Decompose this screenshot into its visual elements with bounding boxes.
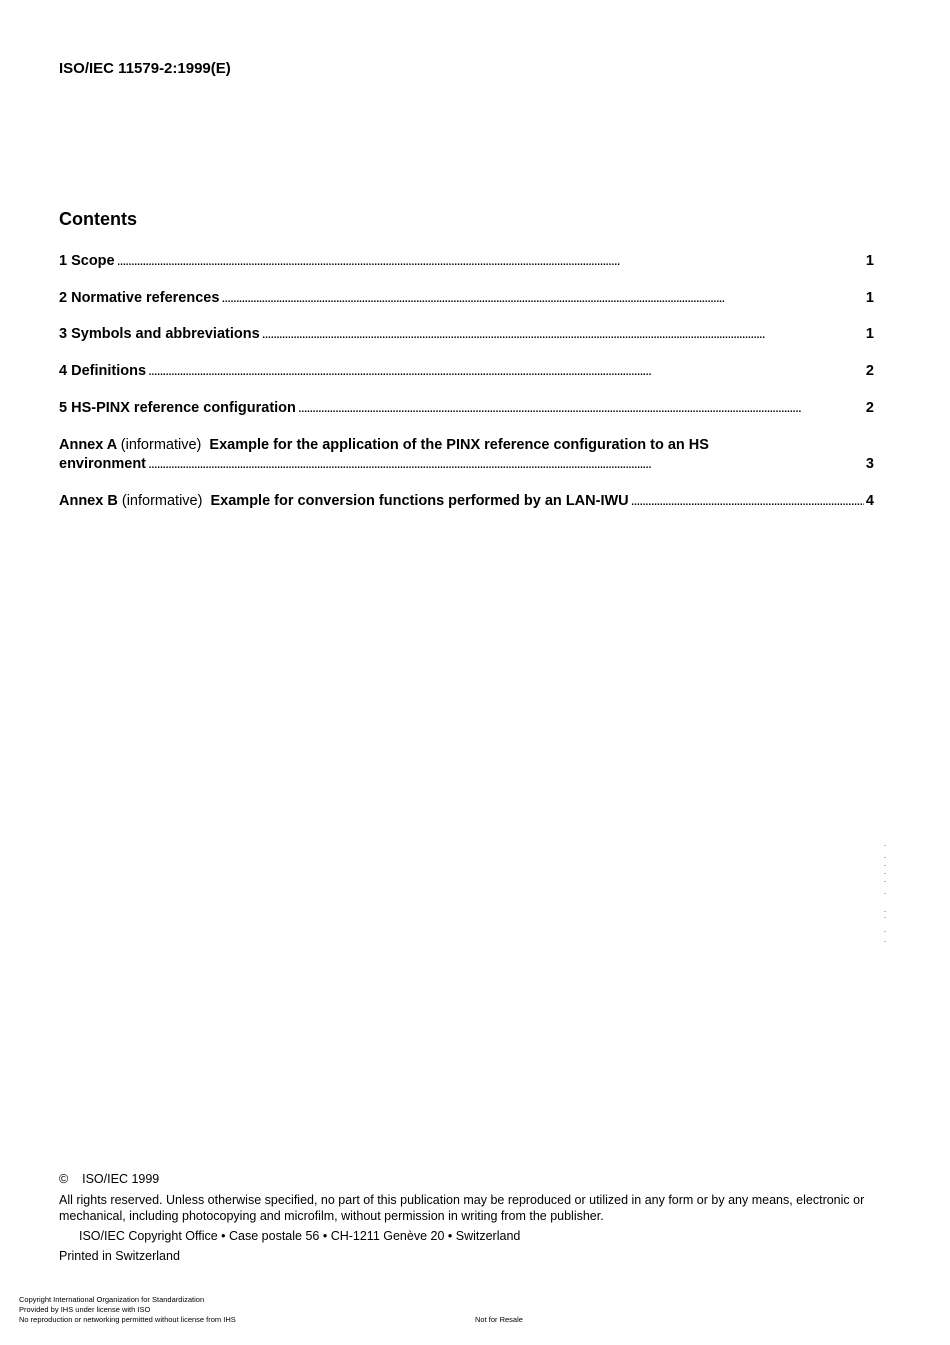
margin-tick (884, 857, 886, 858)
toc-entry-page: 1 (865, 253, 874, 269)
copyright-notice (59, 1171, 879, 1264)
toc-entry-page: 4 (865, 493, 874, 509)
margin-tick (884, 911, 886, 912)
annex-a-note: (informative) (120, 437, 202, 453)
toc-entry-normative-references[interactable] (59, 289, 874, 308)
toc-entry-page: 3 (865, 456, 874, 472)
toc-entry-page: 1 (865, 326, 874, 342)
toc-entry-page: 2 (865, 400, 874, 416)
annex-a-title-line1: Example for the application of the PINX reference configuration to an HS (209, 437, 709, 453)
rights-statement: All rights reserved. Unless otherwise specified, no part of this publication may be reproduced or utilized in any form or by any means, electronic or mechanical, including photocopying and microfilm, without permission in writing from the publisher. (59, 1193, 865, 1223)
contents-heading: Contents (59, 209, 137, 229)
dot-leader (221, 289, 864, 308)
margin-marks (884, 845, 887, 945)
toc-entry-label: 2 Normative references (59, 290, 220, 306)
document-id-header: ISO/IEC 11579-2:1999(E) (59, 60, 231, 77)
margin-tick (884, 931, 886, 932)
toc-entry-page: 1 (865, 290, 874, 306)
toc-entry-annex-b[interactable] (59, 492, 874, 511)
toc-entry-label: 5 HS-PINX reference configuration (59, 400, 296, 416)
margin-tick (884, 881, 886, 882)
annex-b-note: (informative) (121, 493, 203, 509)
annex-a-prefix: Annex A (59, 437, 117, 453)
margin-tick (884, 893, 886, 894)
dot-leader (148, 362, 864, 381)
margin-tick (884, 873, 886, 874)
margin-tick (884, 917, 886, 918)
annex-b-title: Example for conversion functions performed by an LAN-IWU (210, 493, 629, 509)
printed-in: Printed in Switzerland (59, 1249, 180, 1263)
toc-entry-scope[interactable] (59, 252, 874, 271)
copyright-symbol: © (59, 1172, 69, 1186)
margin-tick (884, 941, 886, 942)
legal-line-1: Copyright International Organization for Standardization (19, 1295, 205, 1304)
copyright-office-address: ISO/IEC Copyright Office • Case postale 56 • CH-1211 Genève 20 • Switzerland (79, 1229, 521, 1243)
annex-a-title-line2: environment (59, 456, 147, 472)
toc-entry-label: 4 Definitions (59, 363, 147, 379)
legal-line-2: Provided by IHS under license with ISO (19, 1305, 151, 1314)
toc-entry-label: 1 Scope (59, 253, 115, 269)
dot-leader (298, 399, 864, 418)
dot-leader (117, 252, 864, 271)
legal-line-3: No reproduction or networking permitted without license from IHS (19, 1315, 236, 1324)
legal-footer (19, 1295, 236, 1325)
dot-leader (148, 455, 864, 474)
toc-entry-annex-a[interactable] (59, 436, 874, 474)
not-for-resale: Not for Resale (475, 1315, 523, 1324)
dot-leader (631, 492, 864, 511)
copyright-line (59, 1171, 879, 1187)
dot-leader (262, 325, 864, 344)
margin-tick (884, 865, 886, 866)
margin-tick (884, 845, 886, 846)
toc-entry-definitions[interactable] (59, 362, 874, 381)
annex-b-prefix: Annex B (59, 493, 118, 509)
toc-entry-reference-configuration[interactable] (59, 399, 874, 418)
toc-entry-page: 2 (865, 363, 874, 379)
toc-entry-label: 3 Symbols and abbreviations (59, 326, 260, 342)
toc-entry-symbols-abbreviations[interactable] (59, 325, 874, 344)
copyright-holder: ISO/IEC 1999 (82, 1172, 160, 1186)
